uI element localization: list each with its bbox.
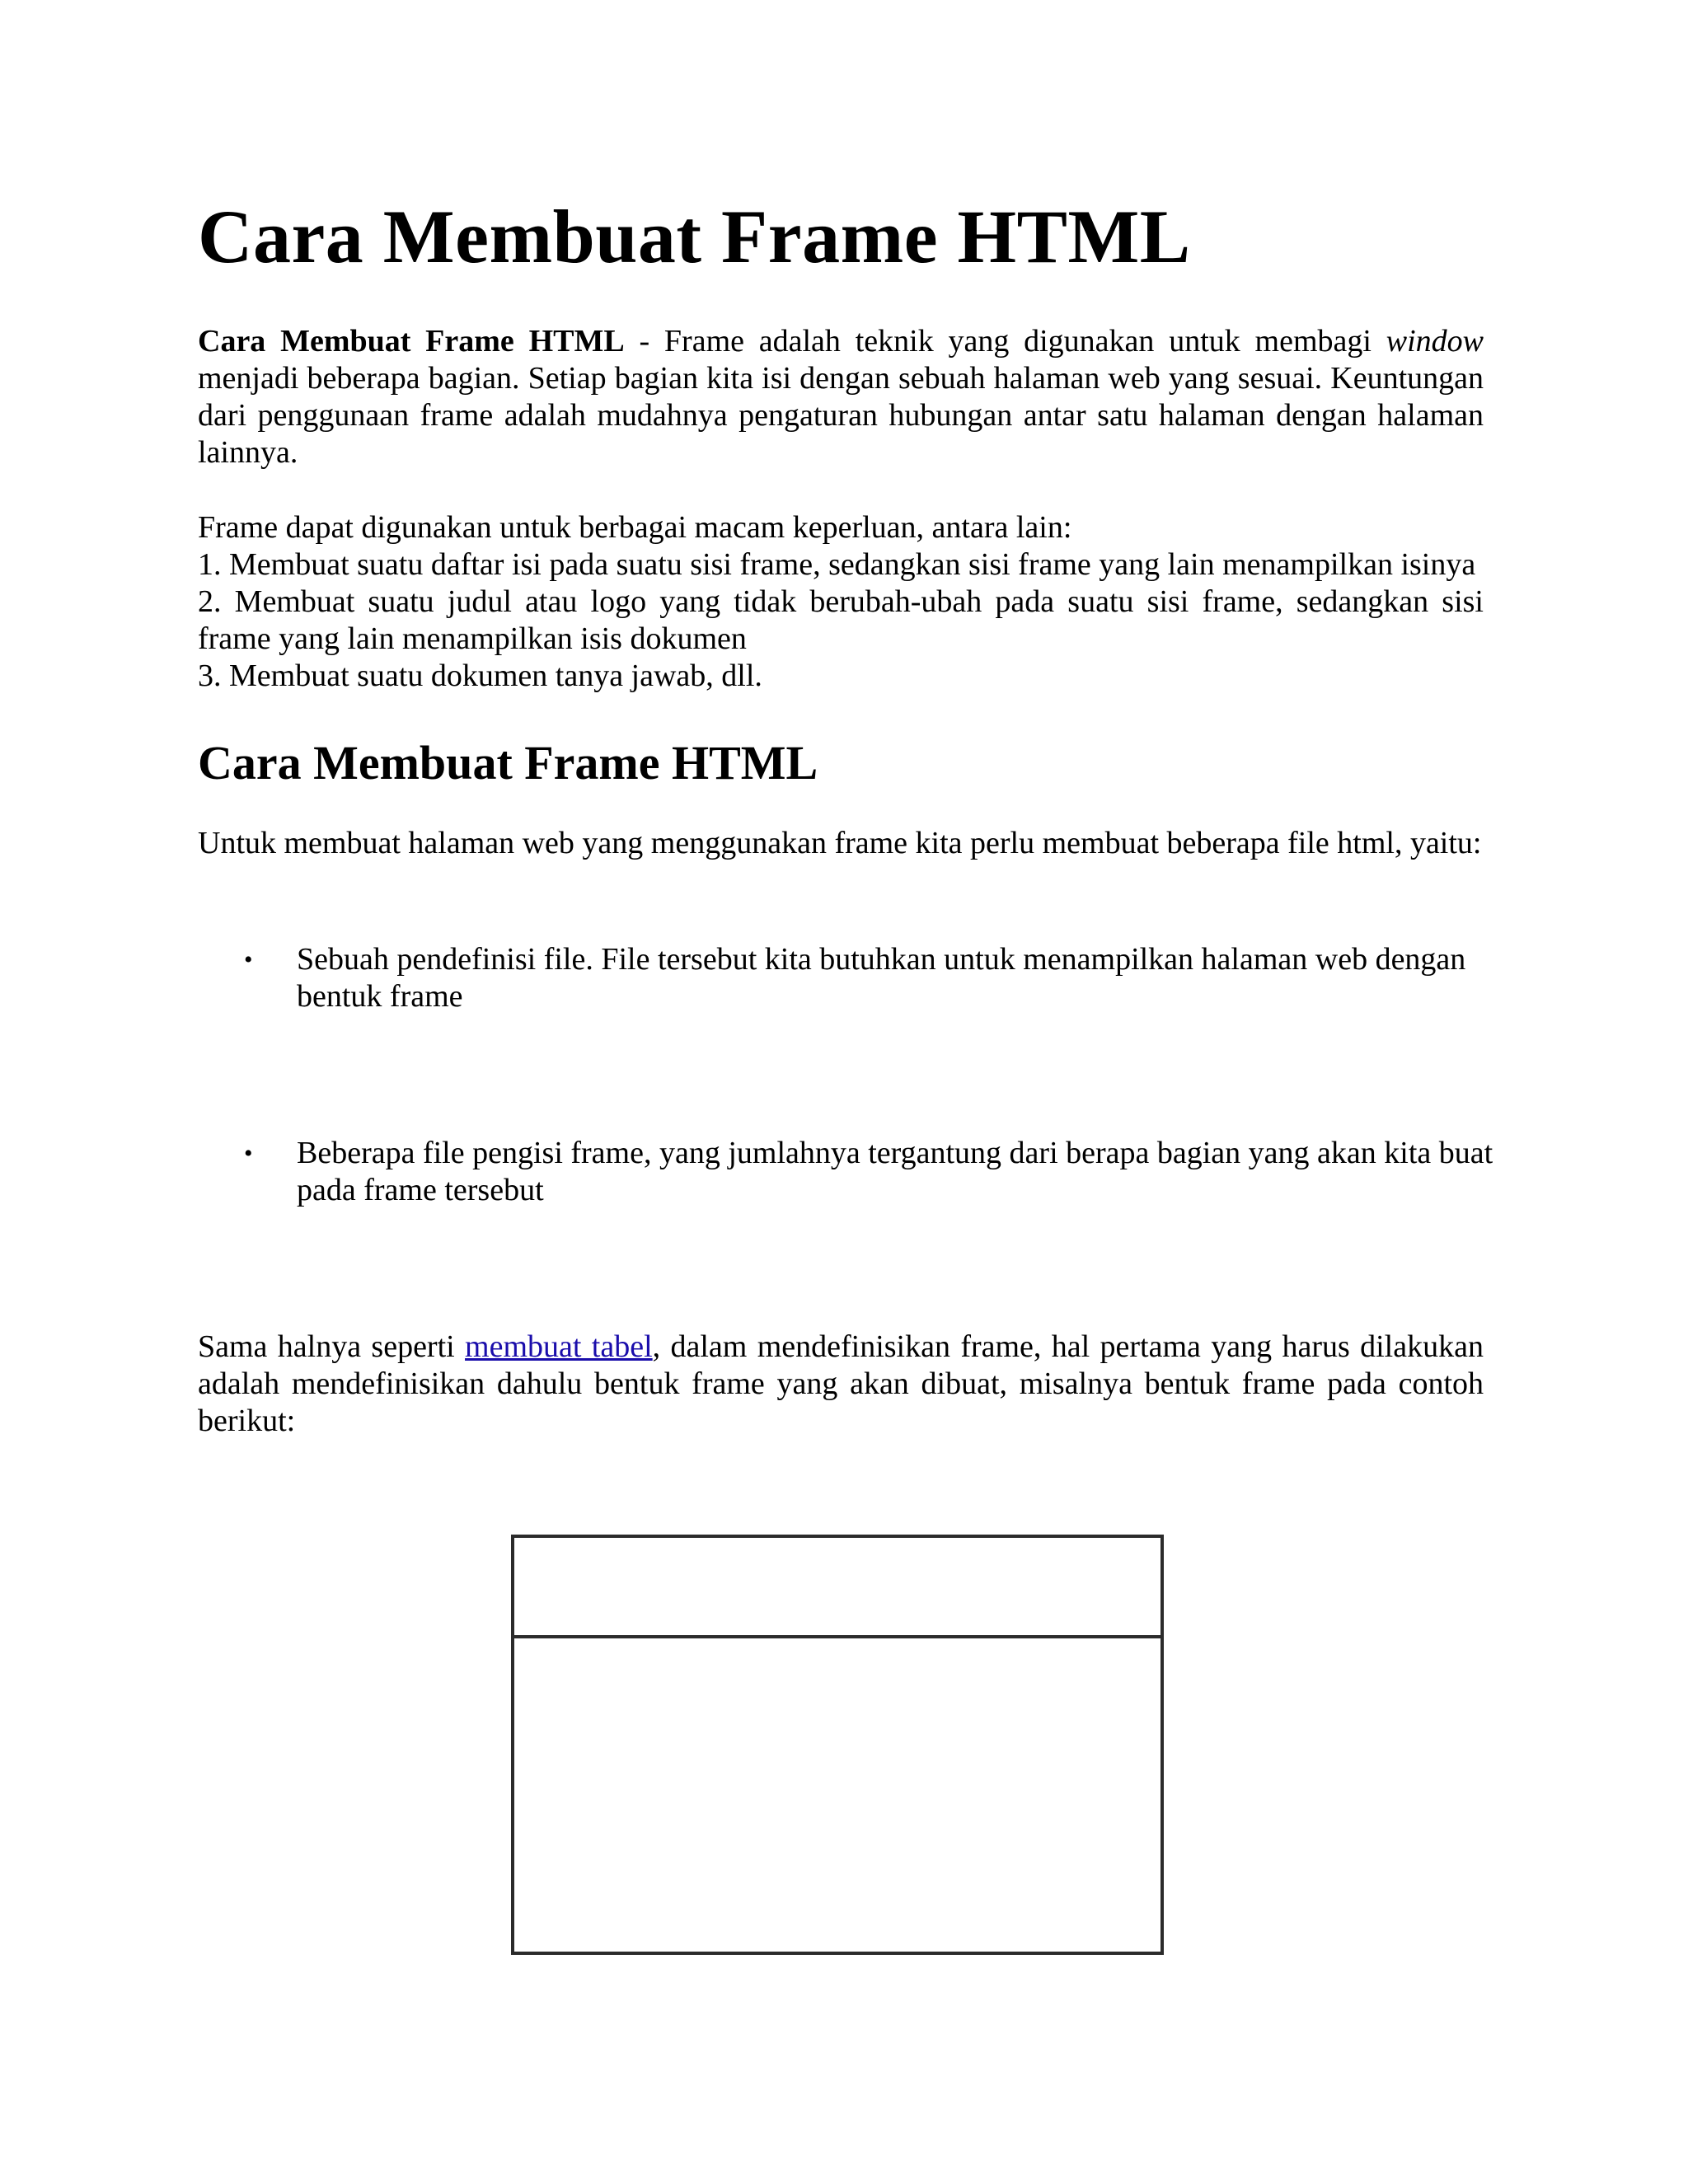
bullet-icon: • [244, 946, 253, 973]
intro-italic-window: window [1386, 324, 1484, 359]
usage-item-2: 2. Membuat suatu judul atau logo yang tidak berubah-ubah pada suatu sisi frame, sedangkan sisi frame yang lain menampilkan isis dokumen [198, 584, 1484, 656]
sama-paragraph [198, 1329, 1484, 1440]
page-title: Cara Membuat Frame HTML [198, 194, 1191, 279]
section-heading: Cara Membuat Frame HTML [198, 736, 818, 790]
usage-section [198, 509, 1484, 695]
intro-text-a: - Frame adalah teknik yang digunakan untuk membagi [624, 324, 1386, 359]
intro-lead-bold: Cara Membuat Frame HTML [198, 324, 625, 359]
sama-text-b: , dalam mendefinisikan frame, hal pertama yang harus dilakukan adalah mendefinisikan dahulu bentuk frame yang akan dibuat, misalnya bentuk frame pada contoh berikut: [198, 1329, 1484, 1438]
bullet-text-1: Sebuah pendefinisi file. File tersebut kita butuhkan untuk menampilkan halaman web dengan bentuk frame [297, 942, 1466, 1014]
frame-layout-diagram [511, 1535, 1164, 1955]
frame-divider-line [514, 1635, 1160, 1638]
list-item [198, 941, 1533, 1015]
untuk-paragraph: Untuk membuat halaman web yang menggunakan frame kita perlu membuat beberapa file html, yaitu: [198, 826, 1482, 860]
sama-text-a: Sama halnya seperti [198, 1329, 466, 1364]
intro-paragraph [198, 323, 1484, 471]
document-content [198, 191, 1493, 1440]
bullet-icon: • [244, 1140, 253, 1167]
usage-item-3: 3. Membuat suatu dokumen tanya jawab, dll. [198, 658, 762, 693]
usage-lead: Frame dapat digunakan untuk berbagai macam keperluan, antara lain: [198, 510, 1072, 545]
list-item [198, 1135, 1533, 1209]
membuat-tabel-link[interactable]: membuat tabel [465, 1329, 653, 1364]
file-bullet-list [198, 941, 1493, 1209]
bullet-text-2: Beberapa file pengisi frame, yang jumlahnya tergantung dari berapa bagian yang akan kita buat pada frame tersebut [297, 1136, 1493, 1207]
usage-item-1: 1. Membuat suatu daftar isi pada suatu sisi frame, sedangkan sisi frame yang lain menampilkan isinya [198, 547, 1476, 582]
intro-text-b: menjadi beberapa bagian. Setiap bagian kita isi dengan sebuah halaman web yang sesuai. Keuntungan dari penggunaan frame adalah mudahnya pengaturan hubungan antar satu halaman dengan halaman lainnya. [198, 361, 1484, 470]
